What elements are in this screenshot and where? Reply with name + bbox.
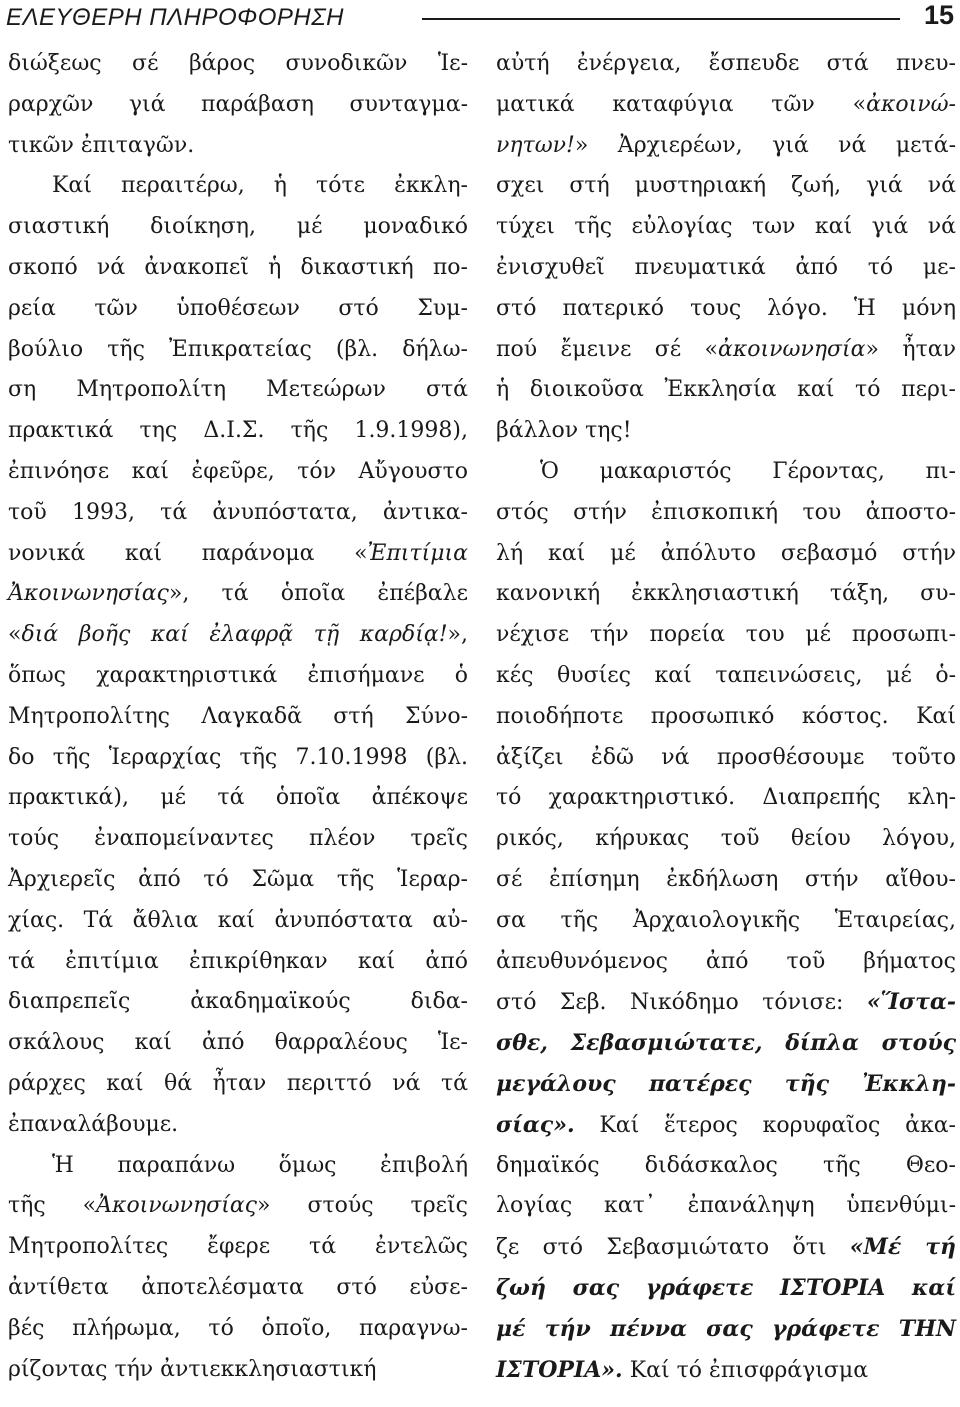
text-line bbox=[496, 370, 956, 411]
text-line bbox=[8, 1227, 468, 1268]
text-run: στός στήν ἐπισκοπική του ἀποστο- bbox=[496, 499, 956, 525]
text-run: ἀξίζει ἐδῶ νά προσθέσουμε τοῦτο bbox=[496, 744, 956, 770]
text-line bbox=[8, 860, 468, 901]
page-number: 15 bbox=[923, 0, 954, 30]
text-run: μεγάλους πατέρες τῆς Ἐκκλη- bbox=[496, 1070, 956, 1097]
text-run: ἡ διοικοῦσα Ἐκκλησία καί τό περι- bbox=[496, 377, 956, 403]
text-run: μέ τήν πέννα σας γράφετε ΤΗΝ bbox=[496, 1315, 956, 1342]
text-run: διαπρεπεῖς ἀκαδημαϊκούς διδα- bbox=[8, 989, 468, 1015]
text-line bbox=[8, 411, 468, 452]
text-run: ποιοδήποτε προσωπικό κόστος. Καί bbox=[496, 703, 956, 729]
text-run: νέχισε τήν πορεία του μέ προσωπι- bbox=[496, 622, 956, 648]
text-run: » στούς τρεῖς bbox=[257, 1193, 468, 1219]
text-line bbox=[8, 85, 468, 126]
text-run: τῆς « bbox=[8, 1193, 97, 1219]
text-line bbox=[8, 330, 468, 371]
text-line bbox=[496, 901, 956, 942]
text-line bbox=[496, 1268, 956, 1309]
text-line bbox=[496, 207, 956, 248]
text-run: αὐτή ἐνέργεια, ἔσπευδε στά πνευ- bbox=[496, 51, 956, 76]
text-line bbox=[8, 1105, 468, 1146]
text-line bbox=[496, 738, 956, 779]
text-line bbox=[8, 207, 468, 248]
text-run: βές πλήρωμα, τό ὁποῖο, παραγνω- bbox=[8, 1315, 468, 1341]
text-line bbox=[8, 574, 468, 615]
text-run: σθε, Σεβασμιώτατε, δίπλα στούς bbox=[496, 1030, 956, 1057]
text-run: βούλιο τῆς Ἐπικρατείας (βλ. δήλω- bbox=[8, 336, 468, 362]
text-run: ἐπαναλάβουμε. bbox=[8, 1111, 179, 1137]
text-line bbox=[496, 330, 956, 371]
page-header bbox=[0, 0, 960, 36]
text-run: ση Μητροπολίτη Μετεώρων στά bbox=[8, 377, 468, 403]
text-run: σχει στή μυστηριακή ζωή, γιά νά bbox=[496, 173, 956, 199]
text-line bbox=[8, 1023, 468, 1064]
text-line bbox=[496, 493, 956, 534]
header-rule bbox=[422, 18, 900, 20]
text-line bbox=[496, 615, 956, 656]
text-line bbox=[8, 126, 468, 167]
text-run: πρακτικά της Δ.Ι.Σ. τῆς 1.9.1998), bbox=[8, 418, 468, 444]
text-line bbox=[8, 493, 468, 534]
text-run: στό πατερικό τους λόγο. Ἡ μόνη bbox=[496, 295, 956, 321]
text-run: κανονική ἐκκλησιαστική τάξη, συ- bbox=[496, 581, 956, 607]
text-run: ἐπινόησε καί ἐφεῦρε, τόν Αὔγουστο bbox=[8, 458, 468, 484]
text-run: Καί περαιτέρω, ἡ τότε ἐκκλη- bbox=[52, 173, 468, 199]
text-run: » Ἀρχιερέων, γιά νά μετά- bbox=[574, 132, 956, 158]
text-run: Ἀρχιερεῖς ἀπό τό Σῶμα τῆς Ἱεραρ- bbox=[8, 866, 468, 892]
text-run: ἀπευθυνόμενος ἀπό τοῦ βήματος bbox=[496, 948, 956, 974]
text-run: ζωή σας γράφετε ΙΣΤΟΡΙΑ καί bbox=[496, 1274, 956, 1301]
text-run: διώξεως σέ βάρος συνοδικῶν Ἱε- bbox=[8, 51, 468, 76]
text-line bbox=[8, 982, 468, 1023]
text-run: τύχει τῆς εὐλογίας των καί γιά νά bbox=[496, 214, 956, 240]
text-run: βάλλον της! bbox=[496, 418, 632, 444]
text-line bbox=[496, 126, 956, 167]
text-line bbox=[496, 44, 956, 85]
text-line bbox=[8, 370, 468, 411]
text-line bbox=[496, 1350, 956, 1391]
text-run: λή καί μέ ἀπόλυτο σεβασμό στήν bbox=[496, 540, 956, 566]
text-line bbox=[8, 901, 468, 942]
text-line bbox=[496, 1309, 956, 1350]
text-run: ὅπως χαρακτηριστικά ἐπισήμανε ὁ bbox=[8, 662, 468, 688]
text-run: κές θυσίες καί ταπεινώσεις, μέ ὁ- bbox=[496, 662, 956, 688]
text-line bbox=[8, 1350, 468, 1391]
text-run: πού ἔμεινε σέ « bbox=[496, 336, 719, 362]
text-line bbox=[496, 1227, 956, 1268]
text-run: » ἦταν bbox=[865, 336, 956, 362]
left-text-column bbox=[8, 44, 468, 1390]
text-run: ράρχες καί θά ἦταν περιττό νά τά bbox=[8, 1070, 468, 1096]
text-run: νητων! bbox=[496, 132, 575, 158]
text-line bbox=[8, 1146, 468, 1187]
text-run: », bbox=[447, 622, 468, 648]
text-run: ραρχῶν γιά παράβαση συνταγμα- bbox=[8, 91, 468, 117]
text-run: διά βοῆς καί ἐλαφρᾷ τῇ καρδίᾳ! bbox=[21, 622, 448, 648]
text-run: σιαστική διοίκηση, μέ μοναδικό bbox=[8, 214, 468, 240]
text-run: πρακτικά), μέ τά ὁποῖα ἀπέκοψε bbox=[8, 785, 468, 811]
text-run: τά ἐπιτίμια ἐπικρίθηκαν καί ἀπό bbox=[8, 948, 468, 974]
text-run: σκάλους καί ἀπό θαρραλέους Ἱε- bbox=[8, 1030, 468, 1056]
text-run: χίας. Τά ἄθλια καί ἀνυπόστατα αὐ- bbox=[8, 907, 468, 933]
text-line bbox=[496, 819, 956, 860]
text-line bbox=[496, 248, 956, 289]
text-line bbox=[8, 166, 468, 207]
text-run: σίας». bbox=[496, 1111, 575, 1138]
text-run: τικῶν ἐπιταγῶν. bbox=[8, 132, 195, 158]
text-line bbox=[8, 778, 468, 819]
text-run: σέ ἐπίσημη ἐκδήλωση στήν αἴθου- bbox=[496, 866, 956, 892]
text-run: ζε στό Σεβασμιώτατο ὅτι bbox=[496, 1235, 850, 1261]
text-run: λογίας κατ᾽ ἐπανάληψη ὑπενθύμι- bbox=[496, 1193, 956, 1219]
text-line bbox=[8, 615, 468, 656]
text-line bbox=[496, 452, 956, 493]
text-line bbox=[496, 534, 956, 575]
text-line bbox=[8, 44, 468, 85]
text-line bbox=[496, 1146, 956, 1187]
text-run: ΙΣΤΟΡΙΑ». bbox=[496, 1356, 623, 1383]
text-line bbox=[496, 289, 956, 330]
text-run: νονικά καί παράνομα « bbox=[8, 540, 368, 566]
text-run: Ἡ παραπάνω ὅμως ἐπιβολή bbox=[52, 1152, 468, 1178]
text-line bbox=[8, 697, 468, 738]
section-title: ΕΛΕΥΘΕΡΗ ΠΛΗΡΟΦΟΡΗΣΗ bbox=[6, 4, 344, 31]
text-run: τούς ἐναπομείναντες πλέον τρεῖς bbox=[8, 826, 468, 852]
text-line bbox=[8, 942, 468, 983]
text-line bbox=[8, 289, 468, 330]
text-run: ἀντίθετα ἀποτελέσματα στό εὐσε- bbox=[8, 1274, 468, 1300]
text-line bbox=[8, 248, 468, 289]
text-run: Ἐπιτίμια bbox=[367, 540, 468, 566]
text-line bbox=[8, 1064, 468, 1105]
text-line bbox=[8, 1186, 468, 1227]
text-line bbox=[496, 860, 956, 901]
text-run: Καί τό ἐπισφράγισμα bbox=[622, 1357, 869, 1383]
text-run: ρικός, κήρυκας τοῦ θείου λόγου, bbox=[496, 826, 956, 852]
text-run: ρεία τῶν ὑποθέσεων στό Συμ- bbox=[8, 295, 468, 321]
text-run: ματικά καταφύγια τῶν « bbox=[496, 91, 867, 117]
right-text-column bbox=[496, 44, 956, 1390]
text-line bbox=[496, 778, 956, 819]
text-run: « bbox=[8, 622, 22, 648]
text-line bbox=[8, 534, 468, 575]
text-run: ἀκοινώ- bbox=[866, 91, 956, 117]
text-run: Ἀκοινωνησίας bbox=[8, 581, 169, 607]
text-line bbox=[496, 574, 956, 615]
text-line bbox=[8, 1268, 468, 1309]
text-run: Μητροπολίτης Λαγκαδᾶ στή Σύνο- bbox=[8, 703, 468, 729]
text-line bbox=[8, 452, 468, 493]
text-run: στό Σεβ. Νικόδημο τόνισε: bbox=[496, 990, 867, 1016]
text-run: τοῦ 1993, τά ἀνυπόστατα, ἀντικα- bbox=[8, 499, 468, 525]
text-line bbox=[496, 656, 956, 697]
text-line bbox=[496, 942, 956, 983]
text-run: «Μέ τή bbox=[849, 1234, 957, 1261]
text-line bbox=[496, 1186, 956, 1227]
text-run: Ἀκοινωνησίας bbox=[96, 1193, 257, 1219]
text-line bbox=[496, 982, 956, 1023]
text-run: ἀκοινωνησία bbox=[718, 336, 866, 362]
text-run: δημαϊκός διδάσκαλος τῆς Θεο- bbox=[496, 1152, 956, 1178]
text-run: τό χαρακτηριστικό. Διαπρεπής κλη- bbox=[496, 785, 956, 811]
text-line bbox=[496, 1064, 956, 1105]
text-line bbox=[496, 411, 956, 452]
text-run: », τά ὁποῖα ἐπέβαλε bbox=[168, 581, 468, 607]
text-line bbox=[8, 1309, 468, 1350]
text-line bbox=[8, 819, 468, 860]
text-run: δο τῆς Ἱεραρχίας τῆς 7.10.1998 (βλ. bbox=[8, 744, 468, 770]
text-line bbox=[8, 738, 468, 779]
text-line bbox=[496, 166, 956, 207]
text-run: ἐνισχυθεῖ πνευματικά ἀπό τό με- bbox=[496, 254, 956, 280]
text-run: «Ἵστα- bbox=[866, 989, 956, 1016]
text-run: σκοπό νά ἀνακοπεῖ ἡ δικαστική πο- bbox=[8, 254, 468, 280]
text-run: σα τῆς Ἀρχαιολογικῆς Ἑταιρείας, bbox=[496, 907, 956, 933]
text-line bbox=[496, 697, 956, 738]
text-line bbox=[8, 656, 468, 697]
text-run: Ὁ μακαριστός Γέροντας, πι- bbox=[540, 458, 956, 484]
text-line bbox=[496, 1105, 956, 1146]
text-run: Μητροπολίτες ἔφερε τά ἐντελῶς bbox=[8, 1234, 468, 1260]
text-line bbox=[496, 1023, 956, 1064]
text-run: Καί ἕτερος κορυφαῖος ἀκα- bbox=[574, 1112, 956, 1138]
text-run: ρίζοντας τήν ἀντιεκκλησιαστική bbox=[8, 1356, 377, 1382]
text-line bbox=[496, 85, 956, 126]
